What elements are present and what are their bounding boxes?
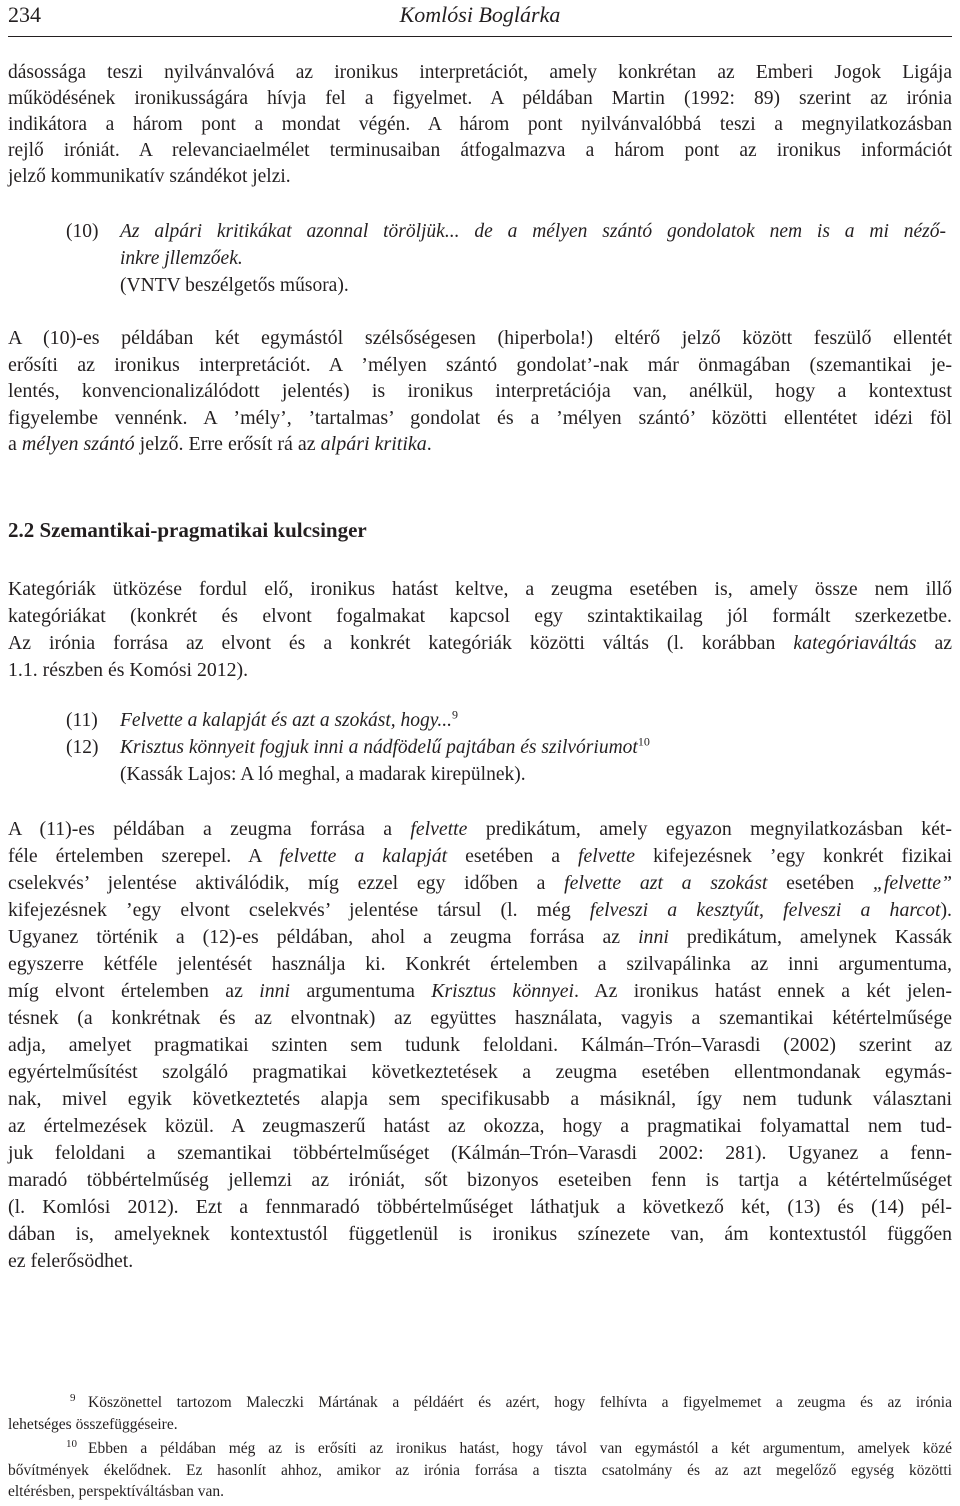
text-run: esetében xyxy=(767,872,873,894)
example-number: (12) xyxy=(66,737,99,758)
footnote-mark: 10 xyxy=(66,1438,77,1450)
text-line: tésnek (a konkrétnak és az elvontnak) az együttes használata, vagyis a szemantikai kétértelműsége xyxy=(8,1007,952,1029)
text-line-last xyxy=(8,431,952,458)
text-line: nak, mivel egyik következtetés alapja sem specifikusabb a másiknál, így nem tudunk választani xyxy=(8,1088,952,1110)
example-11 xyxy=(66,707,458,734)
text-run: míg elvont értelemben az xyxy=(8,980,260,1002)
text-run: Ugyanez történik a (12)-es példában, ahol a zeugma forrása az xyxy=(8,926,639,948)
page-header xyxy=(8,0,952,37)
text-run: kifejezésnek ’egy elvont cselekvés’ jelentése társul (l. még xyxy=(8,899,590,921)
text-run: Az irónia forrása az elvont és a konkrét kategóriák közötti váltás (l. korábban xyxy=(8,632,794,654)
italic-term: Krisztus könnyei xyxy=(431,980,575,1002)
example-text: Krisztus könnyeit fogjuk inni a nádfödelű pajtában és szilvóriumot xyxy=(120,737,638,758)
example-12 xyxy=(66,734,650,761)
footnote-line: bővítmények ékelődnek. Ez hasonlít ahhoz, amikor az irónia forrása a tiszta csatolmány és az azt megelőző egység közötti xyxy=(8,1461,952,1479)
text-line-last: ez felerősödhet. xyxy=(8,1250,134,1272)
italic-term: felveszi a kesztyűt xyxy=(589,899,759,921)
paragraph-4 xyxy=(8,816,952,1275)
text-line: működésének ironikusságára hívja fel a figyelmet. A példában Martin (1992: 89) szerint az irónia xyxy=(8,88,952,109)
text-run: a xyxy=(8,433,22,455)
text-run: . xyxy=(426,433,432,455)
italic-term: „felvette” xyxy=(872,872,952,894)
italic-term: felvette a kalapját xyxy=(279,845,448,867)
text-run: jelző. Erre erősít rá az xyxy=(134,433,321,455)
text-line: maradó többértelműség jellemzi az iróniát, sőt bizonyos eseteiben fenn is tartja a kétértelműséget xyxy=(8,1169,952,1191)
text-line: lentés, konvencionalizálódott jelentés) is ironikus interpretációja van, anélkül, hogy a kontextust xyxy=(8,380,952,402)
text-line xyxy=(8,978,952,1005)
text-line: kategóriákat (konkrét és elvont fogalmakat kapcsol egy szintaktikailag jól formált szerkezetbe. xyxy=(8,605,952,627)
text-line: rejlő iróniát. A relevanciaelmélet terminusaiban átfogalmazva a három pont az ironikus információt xyxy=(8,140,952,161)
text-line: egyszerre kétféle jelentését használja ki. Konkrét értelemben a szilvapálinka az inni argumentuma, xyxy=(8,953,952,975)
text-line xyxy=(8,870,952,897)
text-line-last: 1.1. részben és Komósi 2012). xyxy=(8,659,249,681)
example-text: Az alpári kritikákat azonnal töröljük... de a mélyen szántó gondolatok nem is a mi néző- xyxy=(120,221,946,242)
text-line xyxy=(8,630,952,657)
italic-term: felvette azt a szokást xyxy=(564,872,768,894)
italic-term: mélyen szántó xyxy=(21,433,135,455)
section-heading: 2.2 Szemantikai-pragmatikai kulcsinger xyxy=(8,518,367,542)
text-line-last: jelző kommunikatív szándékot jelzi. xyxy=(8,166,291,187)
text-line: (l. Komlósi 2012). Ezt a fennmaradó többértelműséget láthatjuk a következő két, (13) és (14) pél- xyxy=(8,1196,952,1218)
text-line: indikátora a három pont a mondat végén. A három pont nyilvánvalóbbá teszi a megnyilatkozásban xyxy=(8,114,952,135)
text-line: erősíti az ironikus interpretációt. A ’mélyen szántó gondolat’-nak már önmagában (szemantikai je- xyxy=(8,353,952,376)
text-line: dásossága teszi nyilvánvalóvá az ironikus interpretációt, amely konkrétan az Emberi Jogok Ligája xyxy=(8,62,952,83)
text-line: dában is, amelyeknek kontextustól függetlenül is ironikus színezete van, ám kontextustól függően xyxy=(8,1223,952,1245)
text-run: féle értelemben szerepel. A xyxy=(8,845,280,867)
example-text: Felvette a kalapját és azt a szokást, hogy... xyxy=(120,710,452,731)
text-run: cselekvés’ jelentése aktiválódik, míg ezzel egy időben a xyxy=(8,872,565,894)
italic-term: felvette xyxy=(410,818,468,840)
footnote-line: eltérésben, perspektíváltásban van. xyxy=(8,1483,225,1500)
italic-term: felveszi a harcot xyxy=(783,899,941,921)
text-line: adja, amelyet pragmatikai szinten sem tudunk feloldani. Kálmán–Trón–Varasdi (2002) szerint az xyxy=(8,1034,952,1056)
footnote-10 xyxy=(8,1438,952,1503)
footnote-line: lehetséges összefüggéseire. xyxy=(8,1415,178,1433)
footnote-line xyxy=(8,1438,952,1460)
example-number: (10) xyxy=(66,221,99,242)
paragraph-2 xyxy=(8,325,952,458)
example-number: (11) xyxy=(66,710,98,731)
text-run: predikátum, amelynek Kassák xyxy=(668,926,952,948)
text-run: ). xyxy=(940,899,953,921)
footnote-mark: 9 xyxy=(70,1392,76,1404)
italic-term: inni xyxy=(638,926,669,948)
text-line: figyelembe vennénk. A ’mély’, ’tartalmas’ gondolat és a ’mélyen szántó’ közötti ellentétet idézi föl xyxy=(8,406,952,429)
footnote-line xyxy=(8,1392,952,1414)
text-line: juk feloldani a szemantikai többértelműséget (Kálmán–Trón–Varasdi 2002: 281). Ugyanez a fenn- xyxy=(8,1142,952,1164)
text-line: A (10)-es példában két egymástól szélsőségesen (hiperbola!) eltérő jelző között feszülő ellentét xyxy=(8,327,952,349)
footnote-text: Köszönettel tartozom Maleczki Mártának a példáért és azért, hogy felhívta a figyelmemet a zeugma és az irónia xyxy=(88,1394,952,1411)
example-text: inkre jllemzőek. xyxy=(120,248,243,269)
example-source: (Kassák Lajos: A ló meghal, a madarak kirepülnek). xyxy=(120,764,526,785)
italic-term: felvette xyxy=(577,845,636,867)
text-run: predikátum, amely egyazon megnyilatkozásban két- xyxy=(467,818,952,840)
italic-term: inni xyxy=(259,980,291,1002)
text-run: , xyxy=(758,899,784,921)
text-run: A (11)-es példában a zeugma forrása a xyxy=(8,818,411,840)
footnote-text: Ebben a példában még az is erősíti az ironikus hatást, hogy távol van egymástól a két argumentum, amelyek közé xyxy=(88,1440,952,1457)
footnote-ref: 9 xyxy=(452,707,458,722)
footnote-9 xyxy=(8,1392,952,1435)
text-run: . Az ironikus hatást ennek a két jelen- xyxy=(574,980,952,1002)
text-run: esetében a xyxy=(447,845,578,867)
text-line xyxy=(8,816,952,843)
text-line: Kategóriák ütközése fordul elő, ironikus hatást keltve, a zeugma esetében is, amely össze nem illő xyxy=(8,578,952,600)
paragraph-3 xyxy=(8,576,952,684)
italic-term: alpári kritika xyxy=(320,433,427,455)
text-run: az xyxy=(916,632,952,654)
text-line xyxy=(8,843,952,870)
footnote-ref: 10 xyxy=(637,734,650,749)
text-run: argumentuma xyxy=(290,980,432,1002)
text-run: kifejezésnek ’egy konkrét fizikai xyxy=(635,845,953,867)
example-source: (VNTV beszélgetős műsora). xyxy=(120,275,349,296)
text-line: az értelmezések közül. A zeugmaszerű hatást az okozza, hogy a pragmatikai folyamattal nem tud- xyxy=(8,1115,952,1137)
text-line xyxy=(8,924,952,951)
paragraph-1 xyxy=(8,60,952,190)
italic-term: kategóriaváltás xyxy=(793,632,917,654)
page-number: 234 xyxy=(8,2,41,27)
running-head: Komlósi Boglárka xyxy=(399,2,561,27)
text-line: egyértelműsítést szolgáló pragmatikai következtetések a zeugma esetében ellentmondanak egymás- xyxy=(8,1061,952,1083)
text-line xyxy=(8,897,952,924)
